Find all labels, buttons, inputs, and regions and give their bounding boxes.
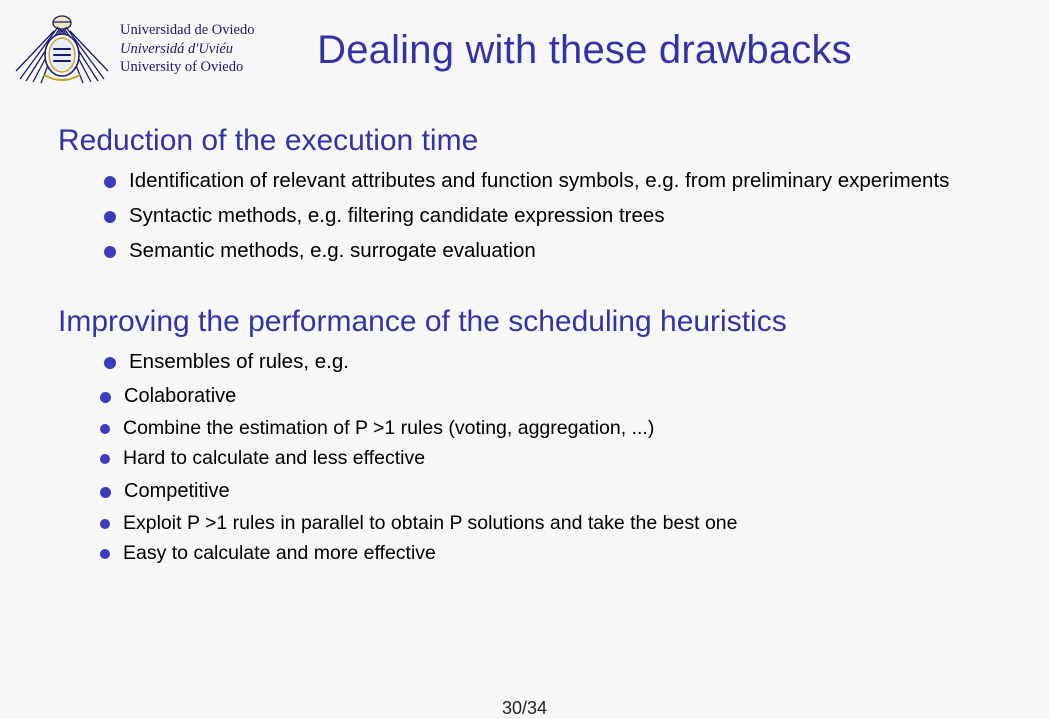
list-item	[94, 541, 1019, 566]
university-name-line2: Universidá d'Uviéu	[120, 40, 234, 57]
section-heading-improving: Improving the performance of the scheduling heuristics	[58, 304, 787, 338]
list-item-label: Hard to calculate and less effective	[123, 446, 426, 469]
list-item	[94, 479, 1019, 505]
list-item-label: Colaborative	[124, 384, 237, 407]
list-item	[96, 168, 1019, 194]
list-item-label: Ensembles of rules, e.g.	[129, 349, 349, 373]
bullet-dot-icon	[100, 392, 111, 403]
bullet-dot-icon	[104, 176, 116, 188]
bullet-dot-icon	[104, 246, 116, 258]
list-item	[96, 203, 1019, 229]
bullet-list-competitive-head	[94, 479, 1019, 505]
slide-content	[0, 104, 1049, 567]
list-item	[94, 384, 1019, 410]
list-item-label: Semantic methods, e.g. surrogate evaluation	[129, 239, 536, 263]
bullet-list-competitive	[94, 511, 1019, 567]
list-item	[94, 511, 1019, 536]
list-item	[96, 238, 1019, 264]
list-item-label: Easy to calculate and more effective	[123, 542, 436, 565]
list-item-label: Syntactic methods, e.g. filtering candidate expression trees	[129, 204, 665, 228]
bullet-list-colaborative	[94, 416, 1019, 472]
list-item-label: Exploit P >1 rules in parallel to obtain P solutions and take the best one	[123, 511, 738, 534]
university-name-line3: University of Oviedo	[120, 59, 244, 76]
bullet-dot-icon	[100, 549, 110, 559]
bullet-dot-icon	[100, 519, 110, 529]
bullet-list-reduction	[96, 168, 1019, 265]
slide-header	[0, 0, 1049, 104]
bullet-list-improving	[96, 349, 1019, 375]
bullet-dot-icon	[104, 357, 116, 369]
bullet-dot-icon	[104, 211, 116, 223]
bullet-dot-icon	[100, 487, 111, 498]
bullet-dot-icon	[100, 454, 110, 464]
bullet-dot-icon	[100, 424, 110, 434]
list-item-label: Competitive	[124, 480, 230, 503]
list-item-label: Identification of relevant attributes and function symbols, e.g. from preliminary experiments	[129, 169, 950, 192]
university-name-line1: Universidad de Oviedo	[120, 22, 255, 39]
list-item-label: Combine the estimation of P >1 rules (voting, aggregation, ...)	[123, 416, 655, 439]
bullet-list-ensembles	[94, 384, 1019, 410]
list-item	[94, 416, 1019, 441]
page-title: Dealing with these drawbacks	[317, 28, 852, 72]
list-item	[94, 446, 1019, 471]
list-item	[96, 349, 1019, 375]
section-heading-reduction: Reduction of the execution time	[58, 124, 479, 157]
page-number: 30/34	[501, 698, 548, 718]
